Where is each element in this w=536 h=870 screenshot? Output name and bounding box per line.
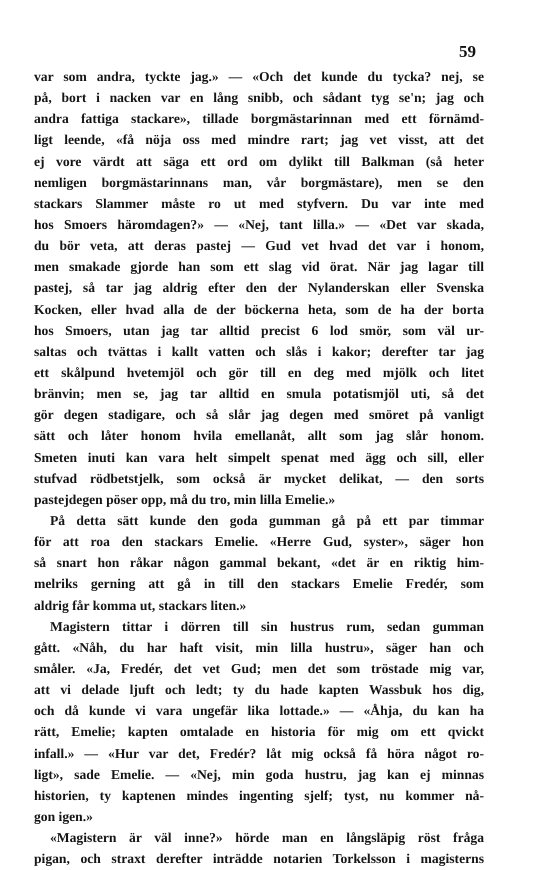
text-line: aldrig får komma ut, stackars liten.» [34, 597, 247, 613]
text-line: nemligen borgmästarinnans man, vår borgmästare), men se den [34, 174, 484, 190]
text-line: men smakade gjorde han som ett slag vid örat. När jag lagar till [34, 259, 484, 275]
text-line: var som andra, tyckte jag.» — «Och det kunde du tycka? nej, se [34, 69, 484, 84]
text-line: stackars Slammer måste ro ut med styfvern. Du var inte med [34, 195, 484, 211]
text-line: för att roa den stackars Emelie. «Herre Gud, syster», säger hon [34, 534, 484, 550]
text-line: och då kunde vi vara ungefär lika lottade.» — «Åhja, du kan ha [34, 703, 484, 719]
text-line: du bör veta, att deras pastej — Gud vet hvad det var i honom, [34, 238, 484, 254]
text-line: småler. «Ja, Fredér, det vet Gud; men det som tröstade mig var, [34, 660, 484, 676]
text-line: på, bort i nacken var en lång snibb, och sådant tyg se'n; jag och [34, 90, 484, 106]
text-line: gått. «Nåh, du har haft visit, min lilla hustru», säger han och [34, 639, 484, 655]
text-line: «Magistern är väl inne?» hörde man en långsläpig röst fråga [50, 830, 484, 846]
page-number: 59 [459, 42, 476, 61]
text-line: På detta sätt kunde den goda gumman gå på ett par timmar [50, 512, 484, 528]
text-line: gon igen.» [34, 808, 93, 824]
text-line: bränvin; men se, jag tar alltid en smula potatismjöl uti, så det [34, 386, 484, 402]
text-line: ett skålpund hvetemjöl och gör till en deg med mjölk och litet [34, 364, 484, 380]
text-line: pastej, så tar jag aldrig efter den der Nylanderskan eller Svenska [34, 280, 484, 296]
text-line: pigan, och straxt derefter inträdde notarien Torkelsson i magisterns [34, 851, 484, 867]
body-text [34, 66, 484, 869]
text-line: melriks gerning att gå in till den stackars Emelie Fredér, som [34, 576, 484, 592]
text-line: sätt och låter honom hvila emellanåt, allt som jag slår honom. [34, 428, 484, 444]
text-line: ligt leende, «få nöja oss med mindre rart; jag vet visst, att det [34, 132, 484, 148]
text-line: ligt», sade Emelie. — «Nej, min goda hustru, jag kan ej minnas [34, 766, 484, 782]
text-line: stufvad rödbetstjelk, som också är mycket delikat, — den sorts [34, 470, 484, 486]
text-line: infall.» — «Hur var det, Fredér? låt mig också få höra något ro- [34, 745, 484, 761]
text-line: ej vore värdt att säga ett ord om dylikt till Balkman (så heter [34, 153, 484, 169]
text-line: rätt, Emelie; kapten omtalade en historia för mig om ett qvickt [34, 724, 484, 740]
text-line: gör degen stadigare, och så slår jag degen med smöret på vanligt [34, 407, 484, 423]
text-line: saltas och tvättas i kallt vatten och slås i kakor; derefter tar jag [34, 343, 484, 359]
text-line: hos Smoers, utan jag tar alltid precist 6 lod smör, som väl ur- [34, 322, 484, 338]
text-line: Kocken, eller hvad alla de der böckerna heta, som de ha der borta [34, 301, 484, 317]
text-line: andra fattiga stackare», tillade borgmästarinnan med ett förnämd- [34, 111, 484, 127]
text-line: att vi delade ljuft och ledt; ty du hade kapten Wassbuk hos dig, [34, 682, 484, 698]
text-line: historien, ty kaptenen mindes ingenting sjelf; tyst, nu kommer nå- [34, 787, 484, 803]
text-line: pastejdegen pöser opp, må du tro, min lilla Emelie.» [34, 491, 336, 507]
text-line: hos Smoers häromdagen?» — «Nej, tant lilla.» — «Det var skada, [34, 216, 484, 232]
text-line: Smeten inuti kan vara helt simpelt spenat med ägg och sill, eller [34, 449, 484, 465]
text-line: Magistern tittar i dörren till sin hustrus rum, sedan gumman [50, 618, 484, 634]
text-line: så snart hon råkar någon gammal bekant, «det är en riktig him- [34, 555, 484, 571]
